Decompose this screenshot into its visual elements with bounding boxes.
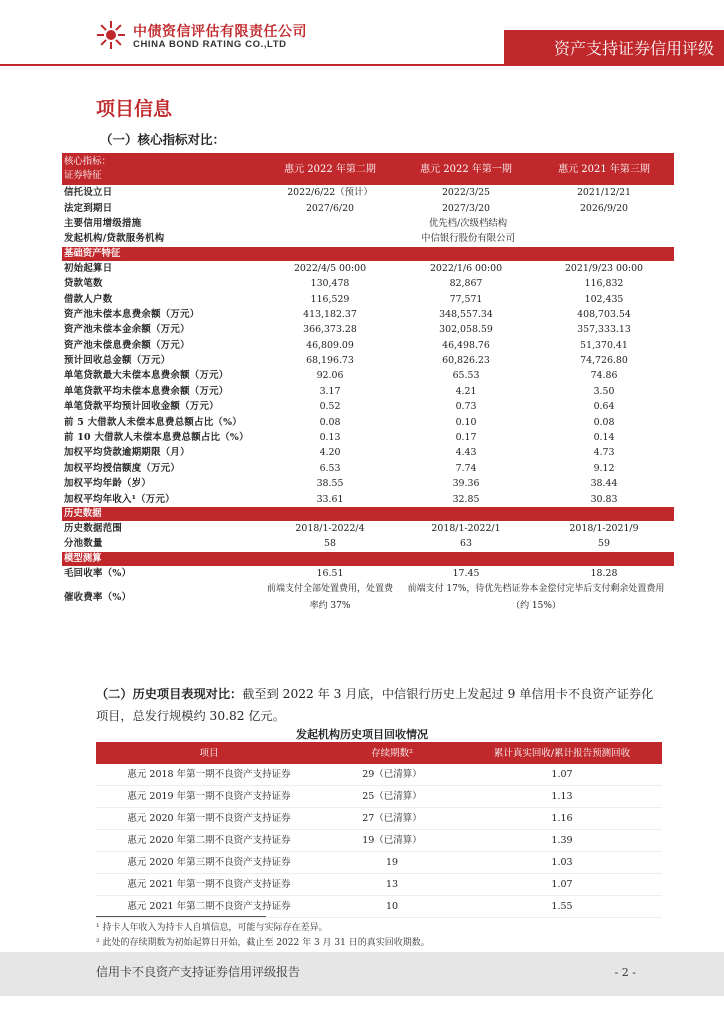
- history-heading: （二）历史项目表现对比：: [96, 687, 243, 701]
- table-header-row: [96, 742, 662, 764]
- row-value: 68,196.73: [262, 353, 398, 368]
- period-count: 25（已清算）: [322, 786, 462, 808]
- row-value: 82,867: [398, 276, 534, 291]
- row-value: 116,529: [262, 291, 398, 306]
- section-row: [62, 552, 674, 566]
- table-row: [62, 353, 674, 368]
- row-value: 0.52: [262, 399, 398, 414]
- history-table-title: 发起机构历史项目回收情况: [296, 728, 428, 741]
- row-value: 413,182.37: [262, 307, 398, 322]
- row-value: 39.36: [398, 476, 534, 491]
- project-name: 惠元 2019 年第一期不良资产支持证券: [96, 786, 322, 808]
- row-label: 资产池未偿本息费余额（万元）: [62, 307, 262, 322]
- table-row: [62, 276, 674, 291]
- page-number: - 2 -: [614, 966, 636, 979]
- row-value: 38.55: [262, 476, 398, 491]
- row-label: 初始起算日: [62, 261, 262, 276]
- footnote-1: ¹ 持卡人年收入为持卡人自填信息，可能与实际存在差异。: [96, 923, 328, 933]
- history-text: 截至到 2022 年 3 月底，中信银行历史上发起过 9 单信用卡不良资产证券化项目，总发行规模约 30.82 亿元。: [96, 687, 654, 723]
- row-label: 加权平均授信额度（万元）: [62, 461, 262, 476]
- period-count: 10: [322, 896, 462, 918]
- row-value: 2021/12/21: [534, 185, 674, 200]
- row-value: 0.14: [534, 430, 674, 445]
- table-row: [62, 291, 674, 306]
- period-count: 19（已清算）: [322, 830, 462, 852]
- section-label: 模型测算: [62, 552, 674, 566]
- row-value: 4.20: [262, 445, 398, 460]
- column-header: 惠元 2022 年第一期: [398, 153, 534, 185]
- table-row: [62, 476, 674, 491]
- row-value: 4.43: [398, 445, 534, 460]
- section-label: 基础资产特征: [62, 247, 674, 261]
- row-value: 9.12: [534, 461, 674, 476]
- row-value: 46,498.76: [398, 338, 534, 353]
- row-value: 2027/6/20: [262, 200, 398, 215]
- row-value: 348,557.34: [398, 307, 534, 322]
- footnote-2: ² 此处的存续期数为初始起算日开始，截止至 2022 年 3 月 31 日的真实回收期数。: [96, 938, 430, 948]
- row-value: 0.10: [398, 414, 534, 429]
- row-label: 发起机构/贷款服务机构: [62, 231, 262, 246]
- table-row: [62, 399, 674, 414]
- row-label: 单笔贷款平均未偿本息费余额（万元）: [62, 384, 262, 399]
- table-row: [96, 896, 662, 918]
- table-row: [62, 445, 674, 460]
- row-value: 18.28: [534, 566, 674, 581]
- row-value: 77,571: [398, 291, 534, 306]
- row-value: 2022/6/22（预计）: [262, 185, 398, 200]
- table-row: [62, 414, 674, 429]
- row-value: 0.17: [398, 430, 534, 445]
- section-row: [62, 507, 674, 521]
- table-row: [96, 852, 662, 874]
- column-header: 项目: [96, 742, 322, 764]
- row-value: 3.50: [534, 384, 674, 399]
- row-value: 357,333.13: [534, 322, 674, 337]
- row-label: 前 5 大借款人未偿本息费总额占比（%）: [62, 414, 262, 429]
- row-label: 单笔贷款平均预计回收金额（万元）: [62, 399, 262, 414]
- row-value: 2018/1-2021/9: [534, 521, 674, 536]
- row-value: 0.13: [262, 430, 398, 445]
- row-label: 毛回收率（%）: [62, 566, 262, 581]
- header-band-text: 资产支持证券信用评级: [553, 39, 714, 58]
- table-row: [62, 322, 674, 337]
- row-label: 加权平均贷款逾期期限（月）: [62, 445, 262, 460]
- footer-title: 信用卡不良资产支持证券信用评级报告: [96, 965, 301, 979]
- row-value: 74,726.80: [534, 353, 674, 368]
- row-value: 116,832: [534, 276, 674, 291]
- row-value: 63: [398, 536, 534, 551]
- row-value: 408,703.54: [534, 307, 674, 322]
- row-value: 2022/3/25: [398, 185, 534, 200]
- recovery-ratio: 1.07: [462, 764, 662, 786]
- table-row: [62, 536, 674, 551]
- column-header: 惠元 2021 年第三期: [534, 153, 674, 185]
- row-value: 366,373.28: [262, 322, 398, 337]
- period-count: 29（已清算）: [322, 764, 462, 786]
- table-row: [62, 368, 674, 383]
- row-value: 17.45: [398, 566, 534, 581]
- project-name: 惠元 2020 年第一期不良资产支持证券: [96, 808, 322, 830]
- row-value: 0.73: [398, 399, 534, 414]
- table-row: [62, 338, 674, 353]
- header-divider: [0, 64, 724, 66]
- row-value: 302,058.59: [398, 322, 534, 337]
- period-count: 27（已清算）: [322, 808, 462, 830]
- section-title: 项目信息: [96, 98, 173, 120]
- project-name: 惠元 2021 年第二期不良资产支持证券: [96, 896, 322, 918]
- project-name: 惠元 2021 年第一期不良资产支持证券: [96, 874, 322, 896]
- project-name: 惠元 2020 年第三期不良资产支持证券: [96, 852, 322, 874]
- table-row: [62, 261, 674, 276]
- project-name: 惠元 2020 年第二期不良资产支持证券: [96, 830, 322, 852]
- row-label: 资产池未偿本金余额（万元）: [62, 322, 262, 337]
- row-value: 2027/3/20: [398, 200, 534, 215]
- recovery-ratio: 1.13: [462, 786, 662, 808]
- table-row: [62, 566, 674, 581]
- row-label: 加权平均年收入¹（万元）: [62, 491, 262, 506]
- column-header: 惠元 2022 年第二期: [262, 153, 398, 185]
- table-row: [62, 200, 674, 215]
- table-row: [62, 231, 674, 246]
- row-value: 4.73: [534, 445, 674, 460]
- row-value: 92.06: [262, 368, 398, 383]
- table-row: [62, 461, 674, 476]
- section-row: [62, 247, 674, 261]
- core-indicators-table: [62, 153, 674, 615]
- header-label-cell: [62, 153, 262, 185]
- table-row: [62, 581, 674, 615]
- row-value: 32.85: [398, 491, 534, 506]
- row-label: 分池数量: [62, 536, 262, 551]
- history-table: [96, 742, 662, 918]
- table-row: [62, 185, 674, 200]
- footnote-divider: [96, 916, 266, 917]
- row-label: 借款人户数: [62, 291, 262, 306]
- row-value: 65.53: [398, 368, 534, 383]
- recovery-ratio: 1.03: [462, 852, 662, 874]
- row-label: 信托设立日: [62, 185, 262, 200]
- row-value: 2018/1-2022/1: [398, 521, 534, 536]
- row-value: 优先档/次级档结构: [262, 216, 674, 231]
- table-row: [96, 874, 662, 896]
- row-label: 加权平均年龄（岁）: [62, 476, 262, 491]
- row-value: 2022/1/6 00:00: [398, 261, 534, 276]
- row-value: 2018/1-2022/4: [262, 521, 398, 536]
- row-value: 58: [262, 536, 398, 551]
- company-name-en: CHINA BOND RATING CO.,LTD: [133, 39, 287, 50]
- row-label: 预计回收总金额（万元）: [62, 353, 262, 368]
- row-label: 前 10 大借款人未偿本息费总额占比（%）: [62, 430, 262, 445]
- row-value: 前端支付全部处置费用，处置费率约 37%: [262, 581, 398, 615]
- row-value: 0.64: [534, 399, 674, 414]
- row-value: 2022/4/5 00:00: [262, 261, 398, 276]
- row-value: 2021/9/23 00:00: [534, 261, 674, 276]
- row-value: 0.08: [262, 414, 398, 429]
- row-value: 前端支付 17%，待优先档证券本金偿付完毕后支付剩余处置费用（约 15%）: [398, 581, 674, 615]
- row-value: 59: [534, 536, 674, 551]
- recovery-ratio: 1.39: [462, 830, 662, 852]
- period-count: 13: [322, 874, 462, 896]
- row-label: 催收费率（%）: [62, 581, 262, 615]
- column-header: 累计真实回收/累计报告预测回收: [462, 742, 662, 764]
- period-count: 19: [322, 852, 462, 874]
- row-value: 33.61: [262, 491, 398, 506]
- subsection-core-indicators: （一）核心指标对比：: [100, 132, 226, 147]
- row-value: 51,370.41: [534, 338, 674, 353]
- row-value: 102,435: [534, 291, 674, 306]
- table-row: [62, 430, 674, 445]
- row-label: 贷款笔数: [62, 276, 262, 291]
- table-row: [62, 216, 674, 231]
- table-row: [96, 786, 662, 808]
- table-row: [96, 808, 662, 830]
- table-row: [62, 491, 674, 506]
- row-value: 16.51: [262, 566, 398, 581]
- row-label: 单笔贷款最大未偿本息费余额（万元）: [62, 368, 262, 383]
- table-header-row: [62, 153, 674, 185]
- row-value: 7.74: [398, 461, 534, 476]
- row-label: 主要信用增级措施: [62, 216, 262, 231]
- table-row: [62, 384, 674, 399]
- header-label-1: 核心指标：: [64, 156, 111, 167]
- recovery-ratio: 1.07: [462, 874, 662, 896]
- table-row: [62, 521, 674, 536]
- column-header: 存续期数²: [322, 742, 462, 764]
- table-row: [96, 830, 662, 852]
- row-value: 4.21: [398, 384, 534, 399]
- table-row: [62, 307, 674, 322]
- recovery-ratio: 1.16: [462, 808, 662, 830]
- row-value: 0.08: [534, 414, 674, 429]
- history-paragraph: [96, 683, 656, 727]
- row-label: 历史数据范围: [62, 521, 262, 536]
- row-value: 60,826.23: [398, 353, 534, 368]
- row-value: 46,809.09: [262, 338, 398, 353]
- row-value: 38.44: [534, 476, 674, 491]
- row-label: 法定到期日: [62, 200, 262, 215]
- section-label: 历史数据: [62, 507, 674, 521]
- recovery-ratio: 1.55: [462, 896, 662, 918]
- header-label-2: 证券特征: [64, 170, 102, 181]
- row-value: 2026/9/20: [534, 200, 674, 215]
- row-value: 6.53: [262, 461, 398, 476]
- company-logo-icon: [96, 20, 126, 50]
- row-value: 130,478: [262, 276, 398, 291]
- company-name-cn: 中债资信评估有限责任公司: [133, 24, 307, 40]
- row-value: 30.83: [534, 491, 674, 506]
- row-value: 中信银行股份有限公司: [262, 231, 674, 246]
- table-row: [96, 764, 662, 786]
- project-name: 惠元 2018 年第一期不良资产支持证券: [96, 764, 322, 786]
- row-value: 74.86: [534, 368, 674, 383]
- row-label: 资产池未偿息费余额（万元）: [62, 338, 262, 353]
- row-value: 3.17: [262, 384, 398, 399]
